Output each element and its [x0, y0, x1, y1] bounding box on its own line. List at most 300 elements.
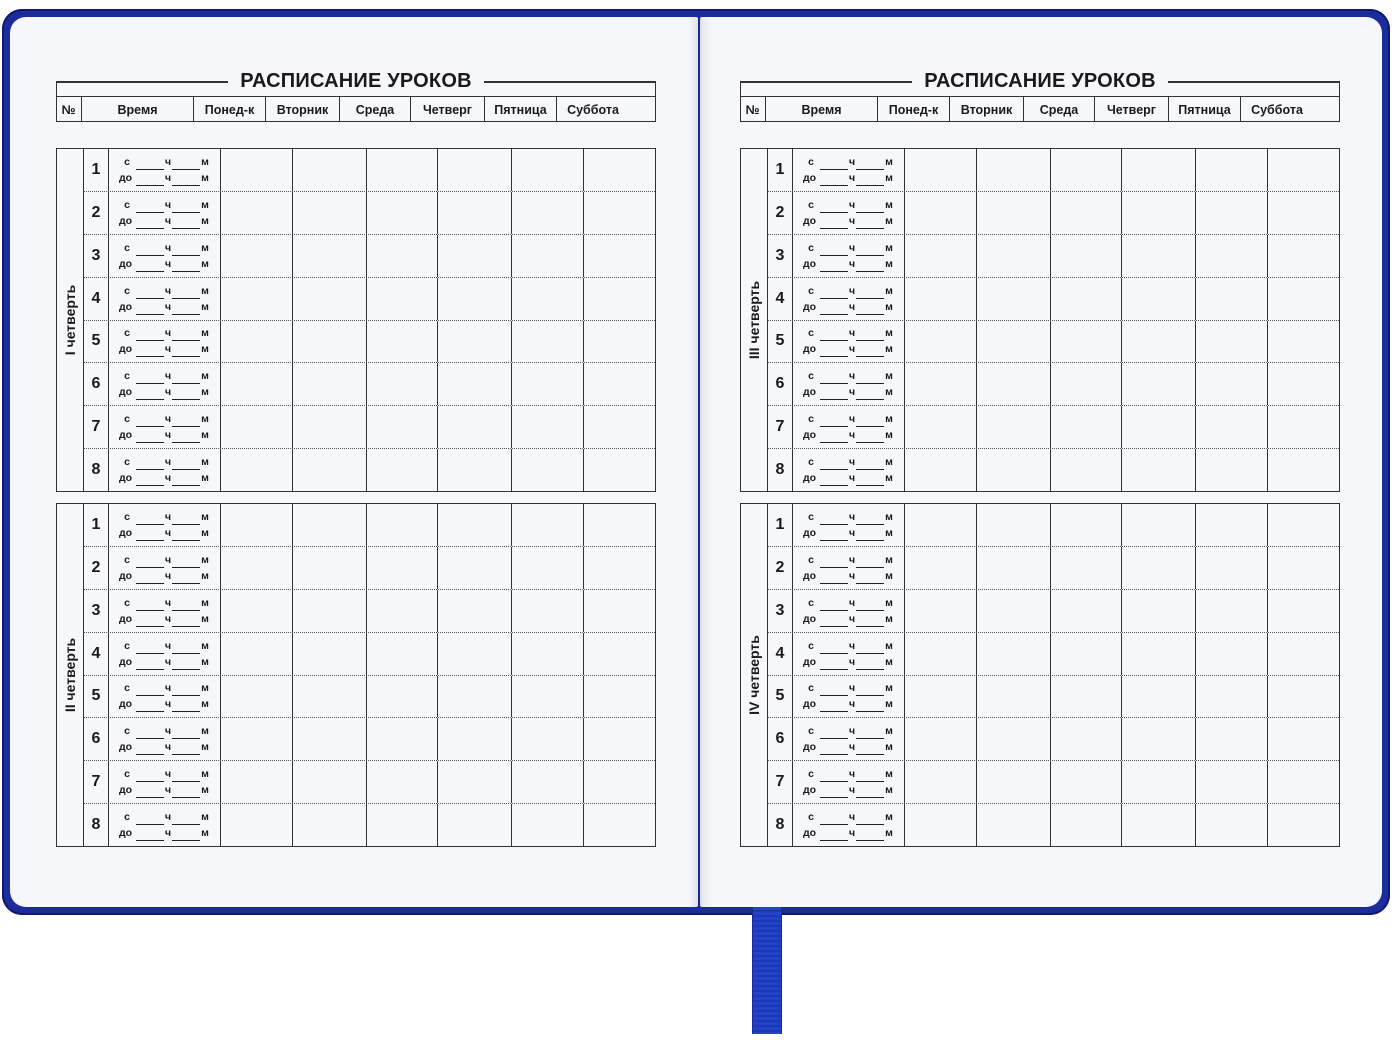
- hour-blank[interactable]: [136, 772, 164, 782]
- subject-cell[interactable]: [1051, 761, 1122, 803]
- minute-blank[interactable]: [856, 729, 884, 739]
- subject-cell[interactable]: [293, 504, 367, 546]
- subject-cell[interactable]: [438, 406, 512, 448]
- subject-cell[interactable]: [1268, 449, 1339, 491]
- minute-blank[interactable]: [172, 745, 200, 755]
- subject-cell[interactable]: [1122, 761, 1196, 803]
- minute-blank[interactable]: [856, 289, 884, 299]
- subject-cell[interactable]: [293, 718, 367, 760]
- hour-blank[interactable]: [136, 558, 164, 568]
- subject-cell[interactable]: [584, 363, 655, 405]
- minute-blank[interactable]: [856, 660, 884, 670]
- lesson-time-field[interactable]: [793, 633, 905, 675]
- minute-blank[interactable]: [856, 331, 884, 341]
- subject-cell[interactable]: [977, 504, 1051, 546]
- lesson-time-field[interactable]: [793, 449, 905, 491]
- bookmark-ribbon[interactable]: [752, 907, 782, 1034]
- subject-cell[interactable]: [512, 590, 584, 632]
- subject-cell[interactable]: [512, 321, 584, 363]
- subject-cell[interactable]: [584, 804, 655, 846]
- hour-blank[interactable]: [136, 831, 164, 841]
- subject-cell[interactable]: [512, 633, 584, 675]
- subject-cell[interactable]: [905, 718, 977, 760]
- subject-cell[interactable]: [293, 406, 367, 448]
- subject-cell[interactable]: [367, 363, 438, 405]
- subject-cell[interactable]: [293, 149, 367, 191]
- hour-blank[interactable]: [820, 476, 848, 486]
- subject-cell[interactable]: [293, 235, 367, 277]
- subject-cell[interactable]: [512, 192, 584, 234]
- minute-blank[interactable]: [856, 476, 884, 486]
- minute-blank[interactable]: [856, 176, 884, 186]
- lesson-time-field[interactable]: [793, 149, 905, 191]
- subject-cell[interactable]: [584, 504, 655, 546]
- subject-cell[interactable]: [1122, 321, 1196, 363]
- minute-blank[interactable]: [172, 289, 200, 299]
- minute-blank[interactable]: [856, 246, 884, 256]
- subject-cell[interactable]: [367, 590, 438, 632]
- minute-blank[interactable]: [856, 417, 884, 427]
- minute-blank[interactable]: [856, 831, 884, 841]
- subject-cell[interactable]: [977, 406, 1051, 448]
- subject-cell[interactable]: [977, 718, 1051, 760]
- subject-cell[interactable]: [1268, 804, 1339, 846]
- lesson-time-field[interactable]: [109, 718, 221, 760]
- hour-blank[interactable]: [820, 305, 848, 315]
- subject-cell[interactable]: [367, 804, 438, 846]
- subject-cell[interactable]: [905, 192, 977, 234]
- lesson-time-field[interactable]: [109, 363, 221, 405]
- subject-cell[interactable]: [512, 504, 584, 546]
- subject-cell[interactable]: [438, 504, 512, 546]
- subject-cell[interactable]: [438, 235, 512, 277]
- hour-blank[interactable]: [136, 331, 164, 341]
- subject-cell[interactable]: [1051, 718, 1122, 760]
- subject-cell[interactable]: [905, 804, 977, 846]
- minute-blank[interactable]: [856, 305, 884, 315]
- hour-blank[interactable]: [820, 601, 848, 611]
- subject-cell[interactable]: [438, 718, 512, 760]
- hour-blank[interactable]: [136, 160, 164, 170]
- minute-blank[interactable]: [172, 558, 200, 568]
- subject-cell[interactable]: [512, 449, 584, 491]
- subject-cell[interactable]: [221, 192, 293, 234]
- minute-blank[interactable]: [856, 558, 884, 568]
- subject-cell[interactable]: [1196, 761, 1268, 803]
- minute-blank[interactable]: [856, 772, 884, 782]
- minute-blank[interactable]: [172, 601, 200, 611]
- subject-cell[interactable]: [905, 547, 977, 589]
- subject-cell[interactable]: [1268, 278, 1339, 320]
- subject-cell[interactable]: [1122, 192, 1196, 234]
- hour-blank[interactable]: [136, 729, 164, 739]
- subject-cell[interactable]: [1268, 547, 1339, 589]
- subject-cell[interactable]: [438, 192, 512, 234]
- minute-blank[interactable]: [856, 531, 884, 541]
- minute-blank[interactable]: [856, 160, 884, 170]
- minute-blank[interactable]: [172, 374, 200, 384]
- subject-cell[interactable]: [367, 321, 438, 363]
- hour-blank[interactable]: [820, 246, 848, 256]
- minute-blank[interactable]: [172, 686, 200, 696]
- subject-cell[interactable]: [977, 321, 1051, 363]
- minute-blank[interactable]: [856, 219, 884, 229]
- subject-cell[interactable]: [1122, 363, 1196, 405]
- subject-cell[interactable]: [438, 321, 512, 363]
- minute-blank[interactable]: [172, 331, 200, 341]
- subject-cell[interactable]: [512, 761, 584, 803]
- hour-blank[interactable]: [820, 374, 848, 384]
- subject-cell[interactable]: [221, 718, 293, 760]
- hour-blank[interactable]: [136, 433, 164, 443]
- subject-cell[interactable]: [1268, 590, 1339, 632]
- lesson-time-field[interactable]: [793, 406, 905, 448]
- hour-blank[interactable]: [136, 815, 164, 825]
- lesson-time-field[interactable]: [109, 633, 221, 675]
- hour-blank[interactable]: [136, 246, 164, 256]
- subject-cell[interactable]: [977, 278, 1051, 320]
- hour-blank[interactable]: [136, 347, 164, 357]
- hour-blank[interactable]: [136, 601, 164, 611]
- minute-blank[interactable]: [172, 617, 200, 627]
- lesson-time-field[interactable]: [109, 321, 221, 363]
- subject-cell[interactable]: [367, 449, 438, 491]
- subject-cell[interactable]: [1051, 278, 1122, 320]
- lesson-time-field[interactable]: [109, 547, 221, 589]
- lesson-time-field[interactable]: [109, 761, 221, 803]
- hour-blank[interactable]: [136, 374, 164, 384]
- subject-cell[interactable]: [1051, 504, 1122, 546]
- subject-cell[interactable]: [977, 590, 1051, 632]
- hour-blank[interactable]: [136, 702, 164, 712]
- subject-cell[interactable]: [1122, 504, 1196, 546]
- subject-cell[interactable]: [1051, 449, 1122, 491]
- subject-cell[interactable]: [293, 449, 367, 491]
- subject-cell[interactable]: [293, 321, 367, 363]
- minute-blank[interactable]: [172, 390, 200, 400]
- subject-cell[interactable]: [1196, 504, 1268, 546]
- subject-cell[interactable]: [1268, 504, 1339, 546]
- subject-cell[interactable]: [512, 676, 584, 718]
- hour-blank[interactable]: [820, 460, 848, 470]
- hour-blank[interactable]: [136, 460, 164, 470]
- subject-cell[interactable]: [1268, 363, 1339, 405]
- subject-cell[interactable]: [512, 406, 584, 448]
- hour-blank[interactable]: [136, 574, 164, 584]
- subject-cell[interactable]: [1268, 321, 1339, 363]
- lesson-time-field[interactable]: [109, 149, 221, 191]
- hour-blank[interactable]: [820, 531, 848, 541]
- subject-cell[interactable]: [1122, 149, 1196, 191]
- subject-cell[interactable]: [438, 449, 512, 491]
- subject-cell[interactable]: [438, 676, 512, 718]
- lesson-time-field[interactable]: [793, 761, 905, 803]
- subject-cell[interactable]: [438, 278, 512, 320]
- subject-cell[interactable]: [905, 321, 977, 363]
- subject-cell[interactable]: [438, 761, 512, 803]
- lesson-time-field[interactable]: [793, 547, 905, 589]
- subject-cell[interactable]: [1122, 718, 1196, 760]
- subject-cell[interactable]: [221, 761, 293, 803]
- minute-blank[interactable]: [856, 374, 884, 384]
- minute-blank[interactable]: [172, 788, 200, 798]
- subject-cell[interactable]: [512, 363, 584, 405]
- hour-blank[interactable]: [820, 558, 848, 568]
- subject-cell[interactable]: [512, 235, 584, 277]
- subject-cell[interactable]: [221, 406, 293, 448]
- subject-cell[interactable]: [293, 804, 367, 846]
- subject-cell[interactable]: [977, 235, 1051, 277]
- subject-cell[interactable]: [1051, 804, 1122, 846]
- subject-cell[interactable]: [1051, 149, 1122, 191]
- subject-cell[interactable]: [1122, 676, 1196, 718]
- hour-blank[interactable]: [136, 617, 164, 627]
- subject-cell[interactable]: [977, 192, 1051, 234]
- subject-cell[interactable]: [367, 718, 438, 760]
- minute-blank[interactable]: [172, 433, 200, 443]
- subject-cell[interactable]: [977, 761, 1051, 803]
- minute-blank[interactable]: [172, 702, 200, 712]
- minute-blank[interactable]: [172, 417, 200, 427]
- hour-blank[interactable]: [820, 729, 848, 739]
- subject-cell[interactable]: [1051, 235, 1122, 277]
- subject-cell[interactable]: [1268, 149, 1339, 191]
- subject-cell[interactable]: [1196, 633, 1268, 675]
- subject-cell[interactable]: [367, 235, 438, 277]
- minute-blank[interactable]: [172, 262, 200, 272]
- subject-cell[interactable]: [367, 547, 438, 589]
- subject-cell[interactable]: [438, 149, 512, 191]
- hour-blank[interactable]: [820, 660, 848, 670]
- subject-cell[interactable]: [1196, 149, 1268, 191]
- hour-blank[interactable]: [136, 390, 164, 400]
- lesson-time-field[interactable]: [793, 718, 905, 760]
- lesson-time-field[interactable]: [109, 504, 221, 546]
- subject-cell[interactable]: [977, 804, 1051, 846]
- subject-cell[interactable]: [584, 235, 655, 277]
- subject-cell[interactable]: [1268, 235, 1339, 277]
- lesson-time-field[interactable]: [793, 504, 905, 546]
- lesson-time-field[interactable]: [109, 278, 221, 320]
- minute-blank[interactable]: [172, 831, 200, 841]
- subject-cell[interactable]: [1122, 590, 1196, 632]
- subject-cell[interactable]: [1196, 406, 1268, 448]
- minute-blank[interactable]: [172, 574, 200, 584]
- hour-blank[interactable]: [136, 644, 164, 654]
- lesson-time-field[interactable]: [109, 235, 221, 277]
- subject-cell[interactable]: [1051, 590, 1122, 632]
- hour-blank[interactable]: [820, 219, 848, 229]
- hour-blank[interactable]: [136, 417, 164, 427]
- subject-cell[interactable]: [221, 676, 293, 718]
- hour-blank[interactable]: [820, 262, 848, 272]
- hour-blank[interactable]: [820, 831, 848, 841]
- minute-blank[interactable]: [856, 815, 884, 825]
- subject-cell[interactable]: [1051, 406, 1122, 448]
- subject-cell[interactable]: [1051, 321, 1122, 363]
- subject-cell[interactable]: [584, 761, 655, 803]
- lesson-time-field[interactable]: [793, 804, 905, 846]
- hour-blank[interactable]: [820, 176, 848, 186]
- subject-cell[interactable]: [1268, 761, 1339, 803]
- subject-cell[interactable]: [1268, 633, 1339, 675]
- minute-blank[interactable]: [172, 176, 200, 186]
- subject-cell[interactable]: [1122, 235, 1196, 277]
- lesson-time-field[interactable]: [109, 590, 221, 632]
- hour-blank[interactable]: [136, 289, 164, 299]
- subject-cell[interactable]: [905, 278, 977, 320]
- subject-cell[interactable]: [584, 278, 655, 320]
- subject-cell[interactable]: [1051, 363, 1122, 405]
- subject-cell[interactable]: [1268, 406, 1339, 448]
- subject-cell[interactable]: [905, 633, 977, 675]
- subject-cell[interactable]: [512, 804, 584, 846]
- subject-cell[interactable]: [905, 449, 977, 491]
- subject-cell[interactable]: [977, 633, 1051, 675]
- hour-blank[interactable]: [820, 788, 848, 798]
- hour-blank[interactable]: [820, 160, 848, 170]
- subject-cell[interactable]: [293, 192, 367, 234]
- subject-cell[interactable]: [367, 406, 438, 448]
- minute-blank[interactable]: [172, 219, 200, 229]
- subject-cell[interactable]: [584, 676, 655, 718]
- hour-blank[interactable]: [820, 815, 848, 825]
- minute-blank[interactable]: [856, 702, 884, 712]
- subject-cell[interactable]: [1268, 192, 1339, 234]
- hour-blank[interactable]: [820, 574, 848, 584]
- subject-cell[interactable]: [905, 149, 977, 191]
- subject-cell[interactable]: [221, 363, 293, 405]
- subject-cell[interactable]: [905, 235, 977, 277]
- subject-cell[interactable]: [221, 278, 293, 320]
- subject-cell[interactable]: [1196, 547, 1268, 589]
- lesson-time-field[interactable]: [793, 590, 905, 632]
- subject-cell[interactable]: [512, 547, 584, 589]
- subject-cell[interactable]: [438, 804, 512, 846]
- lesson-time-field[interactable]: [109, 406, 221, 448]
- subject-cell[interactable]: [512, 278, 584, 320]
- hour-blank[interactable]: [136, 262, 164, 272]
- hour-blank[interactable]: [136, 219, 164, 229]
- subject-cell[interactable]: [584, 547, 655, 589]
- lesson-time-field[interactable]: [109, 676, 221, 718]
- minute-blank[interactable]: [172, 531, 200, 541]
- minute-blank[interactable]: [856, 262, 884, 272]
- lesson-time-field[interactable]: [109, 804, 221, 846]
- subject-cell[interactable]: [1122, 547, 1196, 589]
- subject-cell[interactable]: [1122, 449, 1196, 491]
- subject-cell[interactable]: [367, 504, 438, 546]
- minute-blank[interactable]: [172, 160, 200, 170]
- subject-cell[interactable]: [977, 547, 1051, 589]
- subject-cell[interactable]: [905, 363, 977, 405]
- subject-cell[interactable]: [438, 547, 512, 589]
- subject-cell[interactable]: [221, 804, 293, 846]
- hour-blank[interactable]: [136, 686, 164, 696]
- hour-blank[interactable]: [820, 203, 848, 213]
- minute-blank[interactable]: [172, 476, 200, 486]
- minute-blank[interactable]: [172, 660, 200, 670]
- hour-blank[interactable]: [820, 644, 848, 654]
- hour-blank[interactable]: [136, 745, 164, 755]
- hour-blank[interactable]: [820, 772, 848, 782]
- subject-cell[interactable]: [584, 406, 655, 448]
- subject-cell[interactable]: [293, 547, 367, 589]
- hour-blank[interactable]: [136, 515, 164, 525]
- minute-blank[interactable]: [172, 515, 200, 525]
- subject-cell[interactable]: [221, 235, 293, 277]
- subject-cell[interactable]: [584, 633, 655, 675]
- subject-cell[interactable]: [977, 449, 1051, 491]
- hour-blank[interactable]: [136, 531, 164, 541]
- subject-cell[interactable]: [293, 633, 367, 675]
- subject-cell[interactable]: [293, 761, 367, 803]
- subject-cell[interactable]: [221, 547, 293, 589]
- minute-blank[interactable]: [172, 460, 200, 470]
- subject-cell[interactable]: [1196, 590, 1268, 632]
- lesson-time-field[interactable]: [793, 192, 905, 234]
- minute-blank[interactable]: [172, 729, 200, 739]
- hour-blank[interactable]: [136, 176, 164, 186]
- minute-blank[interactable]: [856, 460, 884, 470]
- minute-blank[interactable]: [856, 745, 884, 755]
- hour-blank[interactable]: [820, 289, 848, 299]
- minute-blank[interactable]: [856, 433, 884, 443]
- lesson-time-field[interactable]: [109, 192, 221, 234]
- subject-cell[interactable]: [1051, 547, 1122, 589]
- subject-cell[interactable]: [1196, 321, 1268, 363]
- lesson-time-field[interactable]: [793, 235, 905, 277]
- subject-cell[interactable]: [905, 761, 977, 803]
- minute-blank[interactable]: [172, 772, 200, 782]
- hour-blank[interactable]: [820, 686, 848, 696]
- subject-cell[interactable]: [584, 590, 655, 632]
- subject-cell[interactable]: [293, 676, 367, 718]
- hour-blank[interactable]: [820, 433, 848, 443]
- minute-blank[interactable]: [856, 574, 884, 584]
- minute-blank[interactable]: [172, 246, 200, 256]
- subject-cell[interactable]: [584, 149, 655, 191]
- lesson-time-field[interactable]: [793, 321, 905, 363]
- subject-cell[interactable]: [1196, 718, 1268, 760]
- subject-cell[interactable]: [1196, 235, 1268, 277]
- lesson-time-field[interactable]: [109, 449, 221, 491]
- subject-cell[interactable]: [438, 590, 512, 632]
- subject-cell[interactable]: [367, 633, 438, 675]
- subject-cell[interactable]: [977, 363, 1051, 405]
- hour-blank[interactable]: [820, 617, 848, 627]
- minute-blank[interactable]: [856, 515, 884, 525]
- subject-cell[interactable]: [905, 676, 977, 718]
- hour-blank[interactable]: [136, 203, 164, 213]
- lesson-time-field[interactable]: [793, 676, 905, 718]
- subject-cell[interactable]: [1196, 192, 1268, 234]
- subject-cell[interactable]: [512, 718, 584, 760]
- hour-blank[interactable]: [820, 745, 848, 755]
- minute-blank[interactable]: [172, 305, 200, 315]
- subject-cell[interactable]: [221, 590, 293, 632]
- subject-cell[interactable]: [1196, 804, 1268, 846]
- subject-cell[interactable]: [438, 633, 512, 675]
- subject-cell[interactable]: [367, 676, 438, 718]
- subject-cell[interactable]: [584, 449, 655, 491]
- hour-blank[interactable]: [136, 788, 164, 798]
- subject-cell[interactable]: [512, 149, 584, 191]
- hour-blank[interactable]: [136, 660, 164, 670]
- subject-cell[interactable]: [1196, 363, 1268, 405]
- subject-cell[interactable]: [1122, 633, 1196, 675]
- subject-cell[interactable]: [905, 406, 977, 448]
